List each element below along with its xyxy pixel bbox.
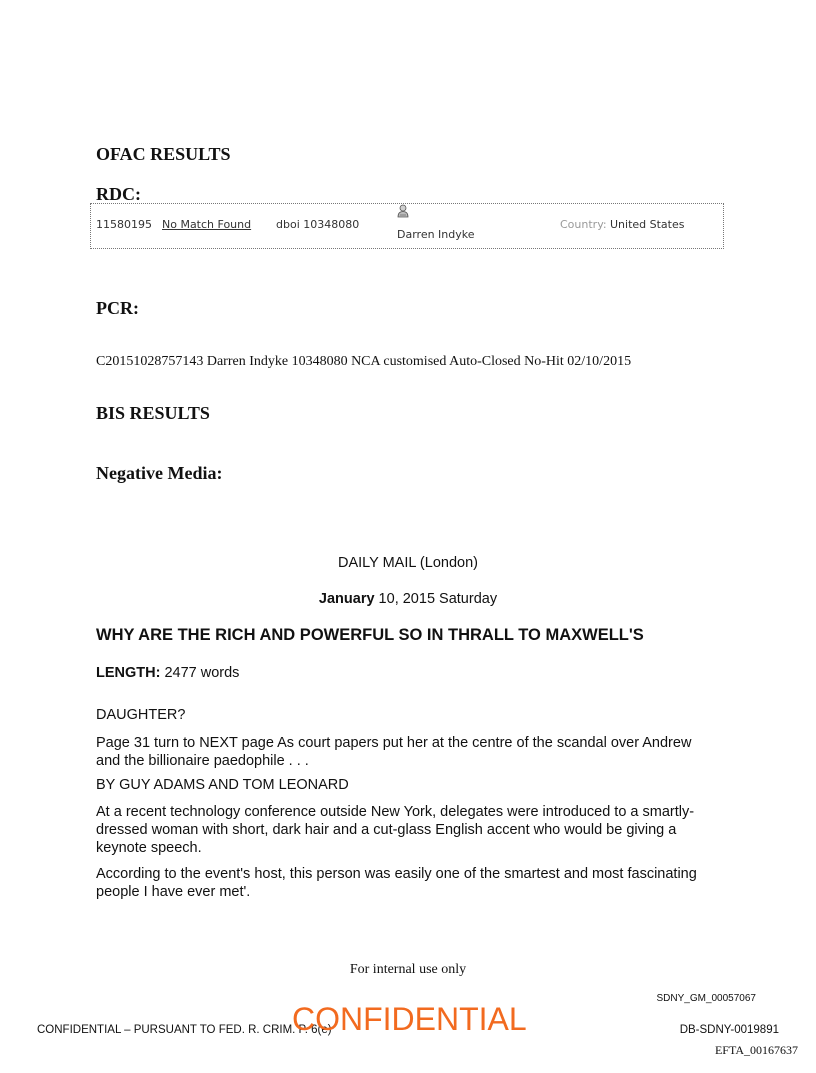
country-value: United States [610, 218, 685, 231]
rdc-heading: RDC: [96, 184, 141, 204]
article-paragraph: According to the event's host, this person was easily one of the smartest and most fascinating people I have ever met'. [96, 866, 697, 900]
article-length-value: 2477 words [160, 665, 240, 681]
rdc-record-id: 11580195 [96, 218, 152, 231]
article-headline: WHY ARE THE RICH AND POWERFUL SO IN THRALL TO MAXWELL'S [96, 626, 644, 644]
no-match-found-link[interactable]: No Match Found [162, 218, 252, 231]
bis-results-heading: BIS RESULTS [96, 403, 210, 423]
confidential-stamp: CONFIDENTIAL [292, 1001, 527, 1037]
pcr-result-line: C20151028757143 Darren Indyke 10348080 NCA customised Auto-Closed No-Hit 02/10/2015 [96, 354, 632, 369]
internal-use-note: For internal use only [349, 962, 467, 977]
page-ref-next: NEXT [199, 735, 238, 751]
pcr-heading: PCR: [96, 298, 139, 318]
rdc-result-row [90, 203, 724, 249]
page-ref-start: Page 31 turn to [96, 735, 200, 751]
person-icon [397, 204, 409, 218]
ofac-results-heading: OFAC RESULTS [96, 144, 231, 164]
country-label: Country: [560, 218, 607, 231]
negative-media-heading: Negative Media: [96, 463, 223, 483]
page-ref-end: page As court papers put her at the centre of the scandal over Andrew and the billionaire paedophile . . . [96, 735, 692, 769]
efta-number: EFTA_00167637 [714, 1043, 798, 1057]
article-page-reference [96, 734, 716, 770]
article-date-month: January [318, 591, 375, 607]
confidential-footer-note: CONFIDENTIAL – PURSUANT TO FED. R. CRIM. P. 6(e) [37, 1024, 332, 1036]
article-date-rest: 10, 2015 Saturday [374, 591, 498, 607]
article-paragraph: At a recent technology conference outside New York, delegates were introduced to a smartly-dressed woman with short, dark hair and a cut-glass English accent who would be giving a keynote speech. [96, 804, 695, 856]
db-sdny-bates-number: DB-SDNY-0019891 [679, 1024, 779, 1036]
article-byline: BY GUY ADAMS AND TOM LEONARD [96, 777, 349, 793]
article-length [96, 665, 239, 681]
article-headline-continuation: DAUGHTER? [96, 707, 186, 723]
rdc-dboi-id: dboi 10348080 [276, 218, 360, 231]
article-source: DAILY MAIL (London) [338, 555, 478, 571]
sdny-gm-bates-number: SDNY_GM_00057067 [656, 993, 756, 1004]
article-length-label: LENGTH: [96, 665, 161, 681]
rdc-person-name: Darren Indyke [397, 228, 475, 241]
article-date [0, 591, 816, 607]
